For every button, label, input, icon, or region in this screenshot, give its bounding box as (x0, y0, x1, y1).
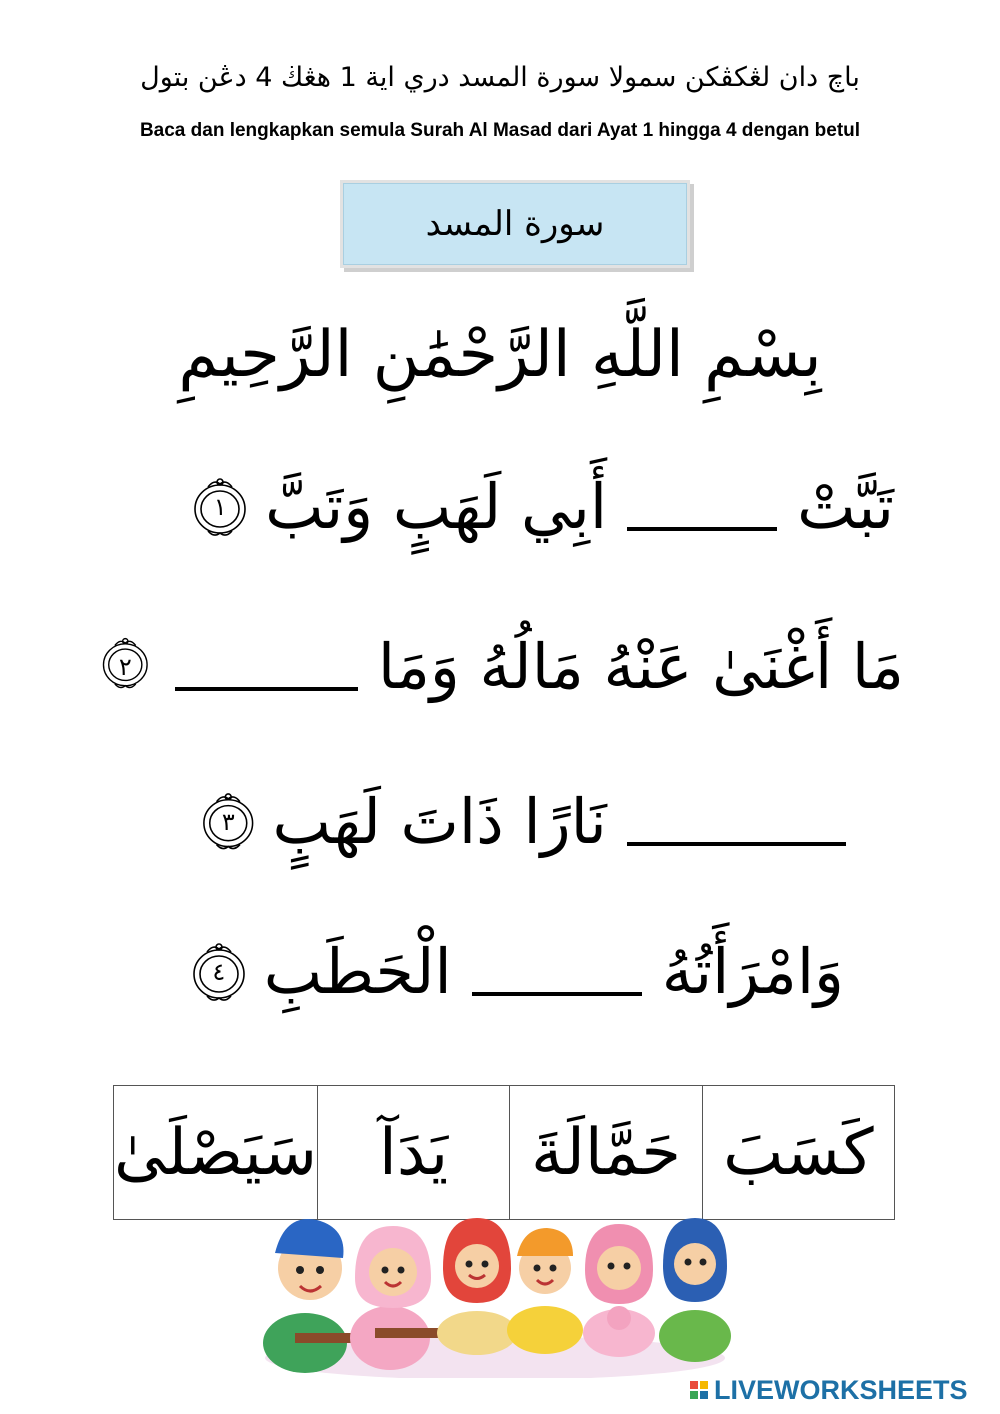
verse-4-before: وَامْرَأَتُهُ (661, 935, 844, 1008)
verse-4-number: ٤ (212, 957, 226, 986)
answer-bank (113, 1085, 895, 1220)
verse-1-before: تَبَّتْ (797, 470, 894, 543)
jawi-instruction: باچ دان لڠكڤكن سمولا سورة المسد دري اية 1 هڠڬ 4 دڠن بتول (140, 62, 860, 93)
ayah-marker-icon (191, 476, 249, 538)
logo-square (700, 1381, 708, 1389)
answer-option[interactable]: كَسَبَ (702, 1086, 894, 1219)
children-reading-illustration (255, 1208, 735, 1378)
child-girl-blue-hijab (659, 1218, 731, 1362)
ayah-marker-icon (200, 791, 257, 853)
liveworksheets-brand[interactable] (690, 1372, 990, 1408)
verse-4-blank[interactable] (472, 992, 642, 996)
brand-text: LIVEWORKSHEETS (714, 1374, 968, 1405)
ayah-marker-icon (100, 636, 151, 698)
ayah-marker-icon (190, 941, 248, 1003)
verse-2-blank[interactable] (175, 687, 358, 691)
surah-title: سورة المسد (425, 204, 605, 244)
logo-square (690, 1391, 698, 1399)
child-boy-yellow (507, 1228, 583, 1354)
answer-option[interactable]: حَمَّالَةَ (509, 1086, 701, 1219)
logo-square (700, 1391, 708, 1399)
rumi-instruction: Baca dan lengkapkan semula Surah Al Masad dari Ayat 1 hingga 4 dengan betul (139, 120, 861, 141)
liveworksheets-logo-icon (690, 1381, 708, 1399)
surah-title-box (340, 180, 690, 268)
verse-3-number: ٣ (221, 807, 235, 836)
verse-3-after: نَارًا ذَاتَ لَهَبٍ (272, 785, 607, 858)
child-girl-red-hijab (437, 1218, 517, 1355)
verse-1-blank[interactable] (627, 527, 777, 531)
verse-4-after: الْحَطَبِ (263, 935, 452, 1008)
verse-1-number: ١ (213, 492, 227, 521)
basmala (90, 318, 910, 392)
verse-3 (190, 785, 860, 858)
verse-1 (110, 470, 900, 543)
logo-square (690, 1381, 698, 1389)
verse-2-before: مَا أَغْنَىٰ عَنْهُ مَالُهُ وَمَا (377, 630, 904, 703)
verse-2 (90, 630, 910, 703)
verse-2-number: ٢ (118, 652, 132, 681)
basmala-text: بِسْمِ اللَّهِ الرَّحْمَٰنِ الرَّحِيمِ (178, 318, 822, 392)
answer-option[interactable]: يَدَآ (317, 1086, 509, 1219)
verse-4 (150, 935, 850, 1008)
child-girl-pink-with-toy (583, 1224, 655, 1357)
verse-3-blank[interactable] (627, 842, 846, 846)
verse-1-after: أَبِي لَهَبٍ وَتَبَّ (265, 470, 608, 543)
answer-option[interactable]: سَيَصْلَىٰ (114, 1115, 317, 1190)
